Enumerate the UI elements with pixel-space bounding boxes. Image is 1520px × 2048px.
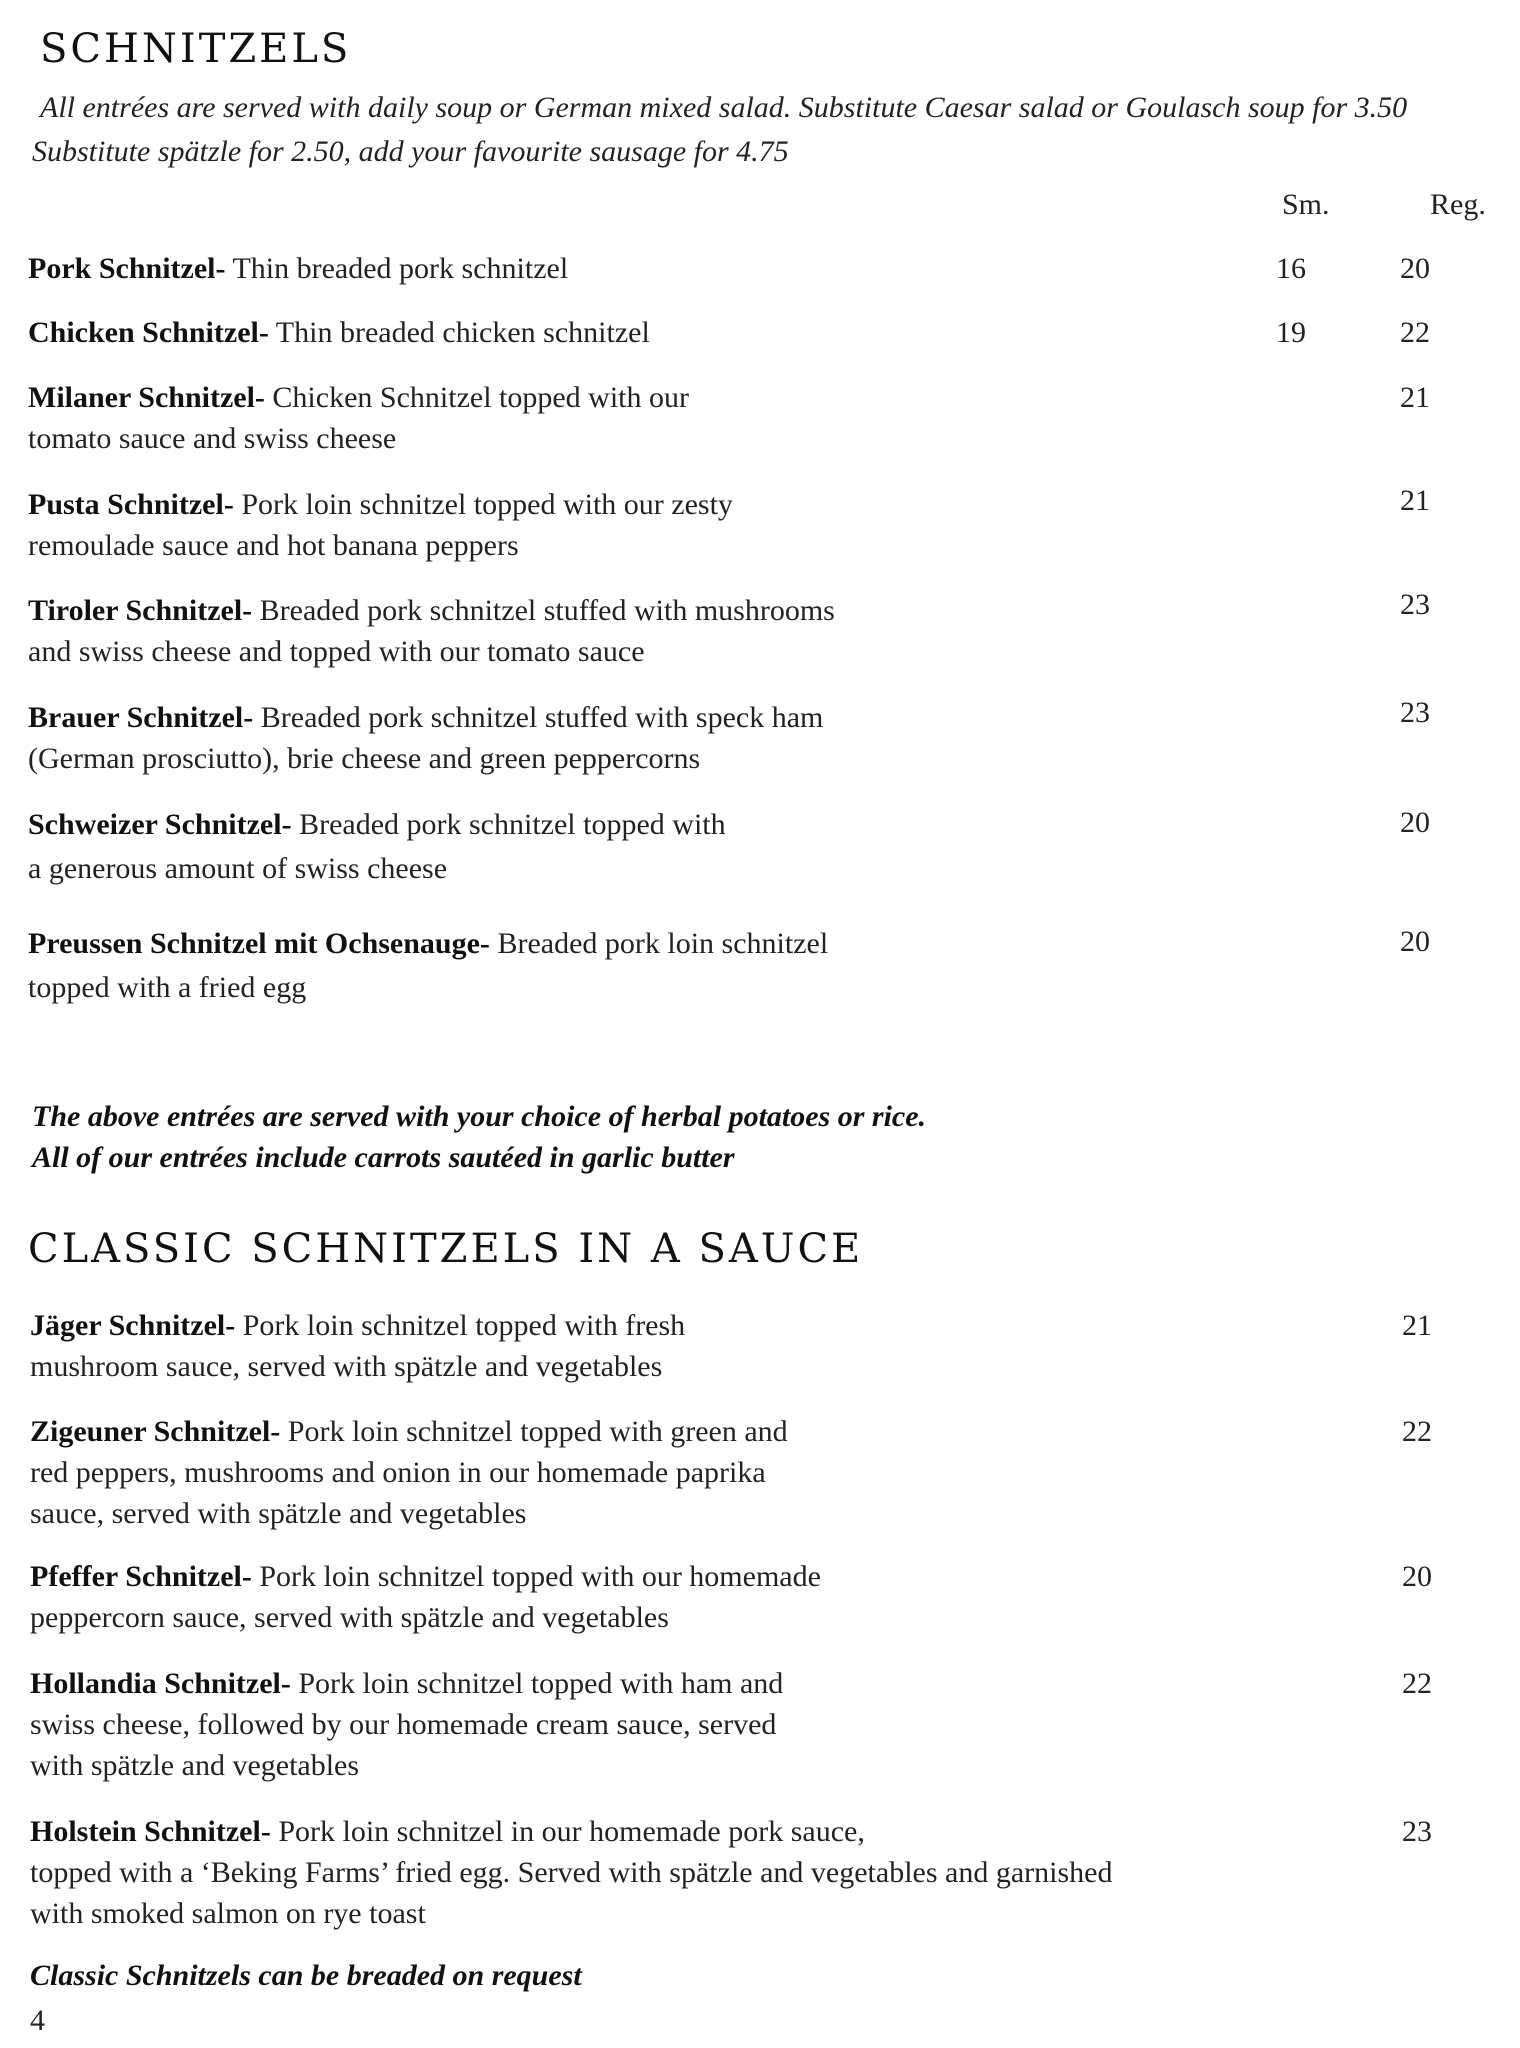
item-description: Pork loin schnitzel in our homemade pork sauce, [270, 1815, 865, 1848]
price-regular: 20 [1400, 806, 1430, 839]
menu-item-pfeffer-schnitzel [30, 1556, 821, 1638]
item-name: Pfeffer Schnitzel- [30, 1560, 252, 1593]
item-description: and swiss cheese and topped with our tomato sauce [28, 635, 645, 668]
breading-note: Classic Schnitzels can be breaded on request [30, 1959, 582, 1992]
item-description: with smoked salmon on rye toast [30, 1897, 426, 1930]
section-title-classic-schnitzels: CLASSIC SCHNITZELS IN A SAUCE [28, 1226, 864, 1272]
item-description: Pork loin schnitzel topped with green and [280, 1415, 788, 1448]
item-description: topped with a ‘Beking Farms’ fried egg. Served with spätzle and vegetables and garnished [30, 1856, 1113, 1889]
menu-item-preussen-schnitzel [28, 922, 828, 1010]
item-name: Jäger Schnitzel- [30, 1309, 236, 1342]
item-description: tomato sauce and swiss cheese [28, 422, 397, 455]
item-description: peppercorn sauce, served with spätzle and vegetables [30, 1601, 669, 1634]
item-name: Pusta Schnitzel- [28, 488, 234, 521]
item-name: Hollandia Schnitzel- [30, 1667, 291, 1700]
item-description: Breaded pork schnitzel stuffed with mushrooms [252, 594, 835, 627]
item-name: Chicken Schnitzel- [28, 316, 269, 349]
menu-item-milaner-schnitzel [28, 377, 689, 459]
item-description: sauce, served with spätzle and vegetables [30, 1497, 527, 1530]
item-description: Pork loin schnitzel topped with fresh [235, 1309, 686, 1342]
item-description: Thin breaded pork schnitzel [225, 252, 569, 285]
item-description: remoulade sauce and hot banana peppers [28, 529, 519, 562]
price-regular: 20 [1400, 252, 1430, 285]
price-small: 16 [1276, 252, 1306, 285]
item-description: Pork loin schnitzel topped with our zesty [233, 488, 733, 521]
menu-item-pusta-schnitzel [28, 484, 733, 566]
section-title-schnitzels: SCHNITZELS [40, 26, 352, 72]
item-description: swiss cheese, followed by our homemade cream sauce, served [30, 1708, 777, 1741]
price-regular: 23 [1402, 1815, 1432, 1848]
menu-item-brauer-schnitzel [28, 697, 823, 779]
menu-item-pork-schnitzel [28, 248, 568, 289]
intro-line-1: All entrées are served with daily soup or German mixed salad. Substitute Caesar salad or Goulasch soup for 3.50 [40, 91, 1408, 124]
price-regular: 22 [1400, 316, 1430, 349]
sides-note-line-1: The above entrées are served with your choice of herbal potatoes or rice. [32, 1100, 927, 1133]
item-description: topped with a fried egg [28, 971, 307, 1004]
menu-item-schweizer-schnitzel [28, 803, 726, 891]
item-description: Breaded pork schnitzel stuffed with speck ham [253, 701, 824, 734]
price-regular: 21 [1400, 381, 1430, 414]
item-name: Zigeuner Schnitzel- [30, 1415, 281, 1448]
menu-item-jaeger-schnitzel [30, 1305, 685, 1387]
item-name: Pork Schnitzel- [28, 252, 226, 285]
price-regular: 20 [1400, 925, 1430, 958]
item-description: Thin breaded chicken schnitzel [268, 316, 650, 349]
item-description: Chicken Schnitzel topped with our [264, 381, 690, 414]
item-name: Milaner Schnitzel- [28, 381, 265, 414]
price-regular: 23 [1400, 588, 1430, 621]
price-regular: 20 [1402, 1560, 1432, 1593]
price-regular: 23 [1400, 696, 1430, 729]
item-description: red peppers, mushrooms and onion in our homemade paprika [30, 1456, 766, 1489]
item-name: Preussen Schnitzel mit Ochsenauge- [28, 927, 490, 960]
column-header-regular: Reg. [1430, 188, 1486, 221]
price-regular: 21 [1400, 484, 1430, 517]
page-number: 4 [30, 2004, 45, 2037]
item-description: a generous amount of swiss cheese [28, 852, 448, 885]
price-regular: 22 [1402, 1667, 1432, 1700]
item-description: mushroom sauce, served with spätzle and vegetables [30, 1350, 663, 1383]
item-name: Schweizer Schnitzel- [28, 808, 292, 841]
item-description: with spätzle and vegetables [30, 1749, 360, 1782]
item-description: (German prosciutto), brie cheese and green peppercorns [28, 742, 701, 775]
price-small: 19 [1276, 316, 1306, 349]
column-header-small: Sm. [1282, 188, 1330, 221]
item-description: Pork loin schnitzel topped with our homemade [251, 1560, 821, 1593]
price-regular: 22 [1402, 1415, 1432, 1448]
item-description: Breaded pork schnitzel topped with [291, 808, 726, 841]
item-description: Breaded pork loin schnitzel [489, 927, 829, 960]
menu-item-chicken-schnitzel [28, 312, 650, 353]
menu-item-zigeuner-schnitzel [30, 1411, 788, 1534]
item-name: Tiroler Schnitzel- [28, 594, 253, 627]
price-regular: 21 [1402, 1309, 1432, 1342]
menu-item-holstein-schnitzel [30, 1811, 1112, 1934]
item-name: Brauer Schnitzel- [28, 701, 254, 734]
menu-item-tiroler-schnitzel [28, 590, 835, 672]
intro-line-2: Substitute spätzle for 2.50, add your favourite sausage for 4.75 [32, 135, 789, 168]
item-name: Holstein Schnitzel- [30, 1815, 271, 1848]
menu-item-hollandia-schnitzel [30, 1663, 783, 1786]
sides-note-line-2: All of our entrées include carrots sautéed in garlic butter [32, 1141, 735, 1174]
item-description: Pork loin schnitzel topped with ham and [290, 1667, 784, 1700]
